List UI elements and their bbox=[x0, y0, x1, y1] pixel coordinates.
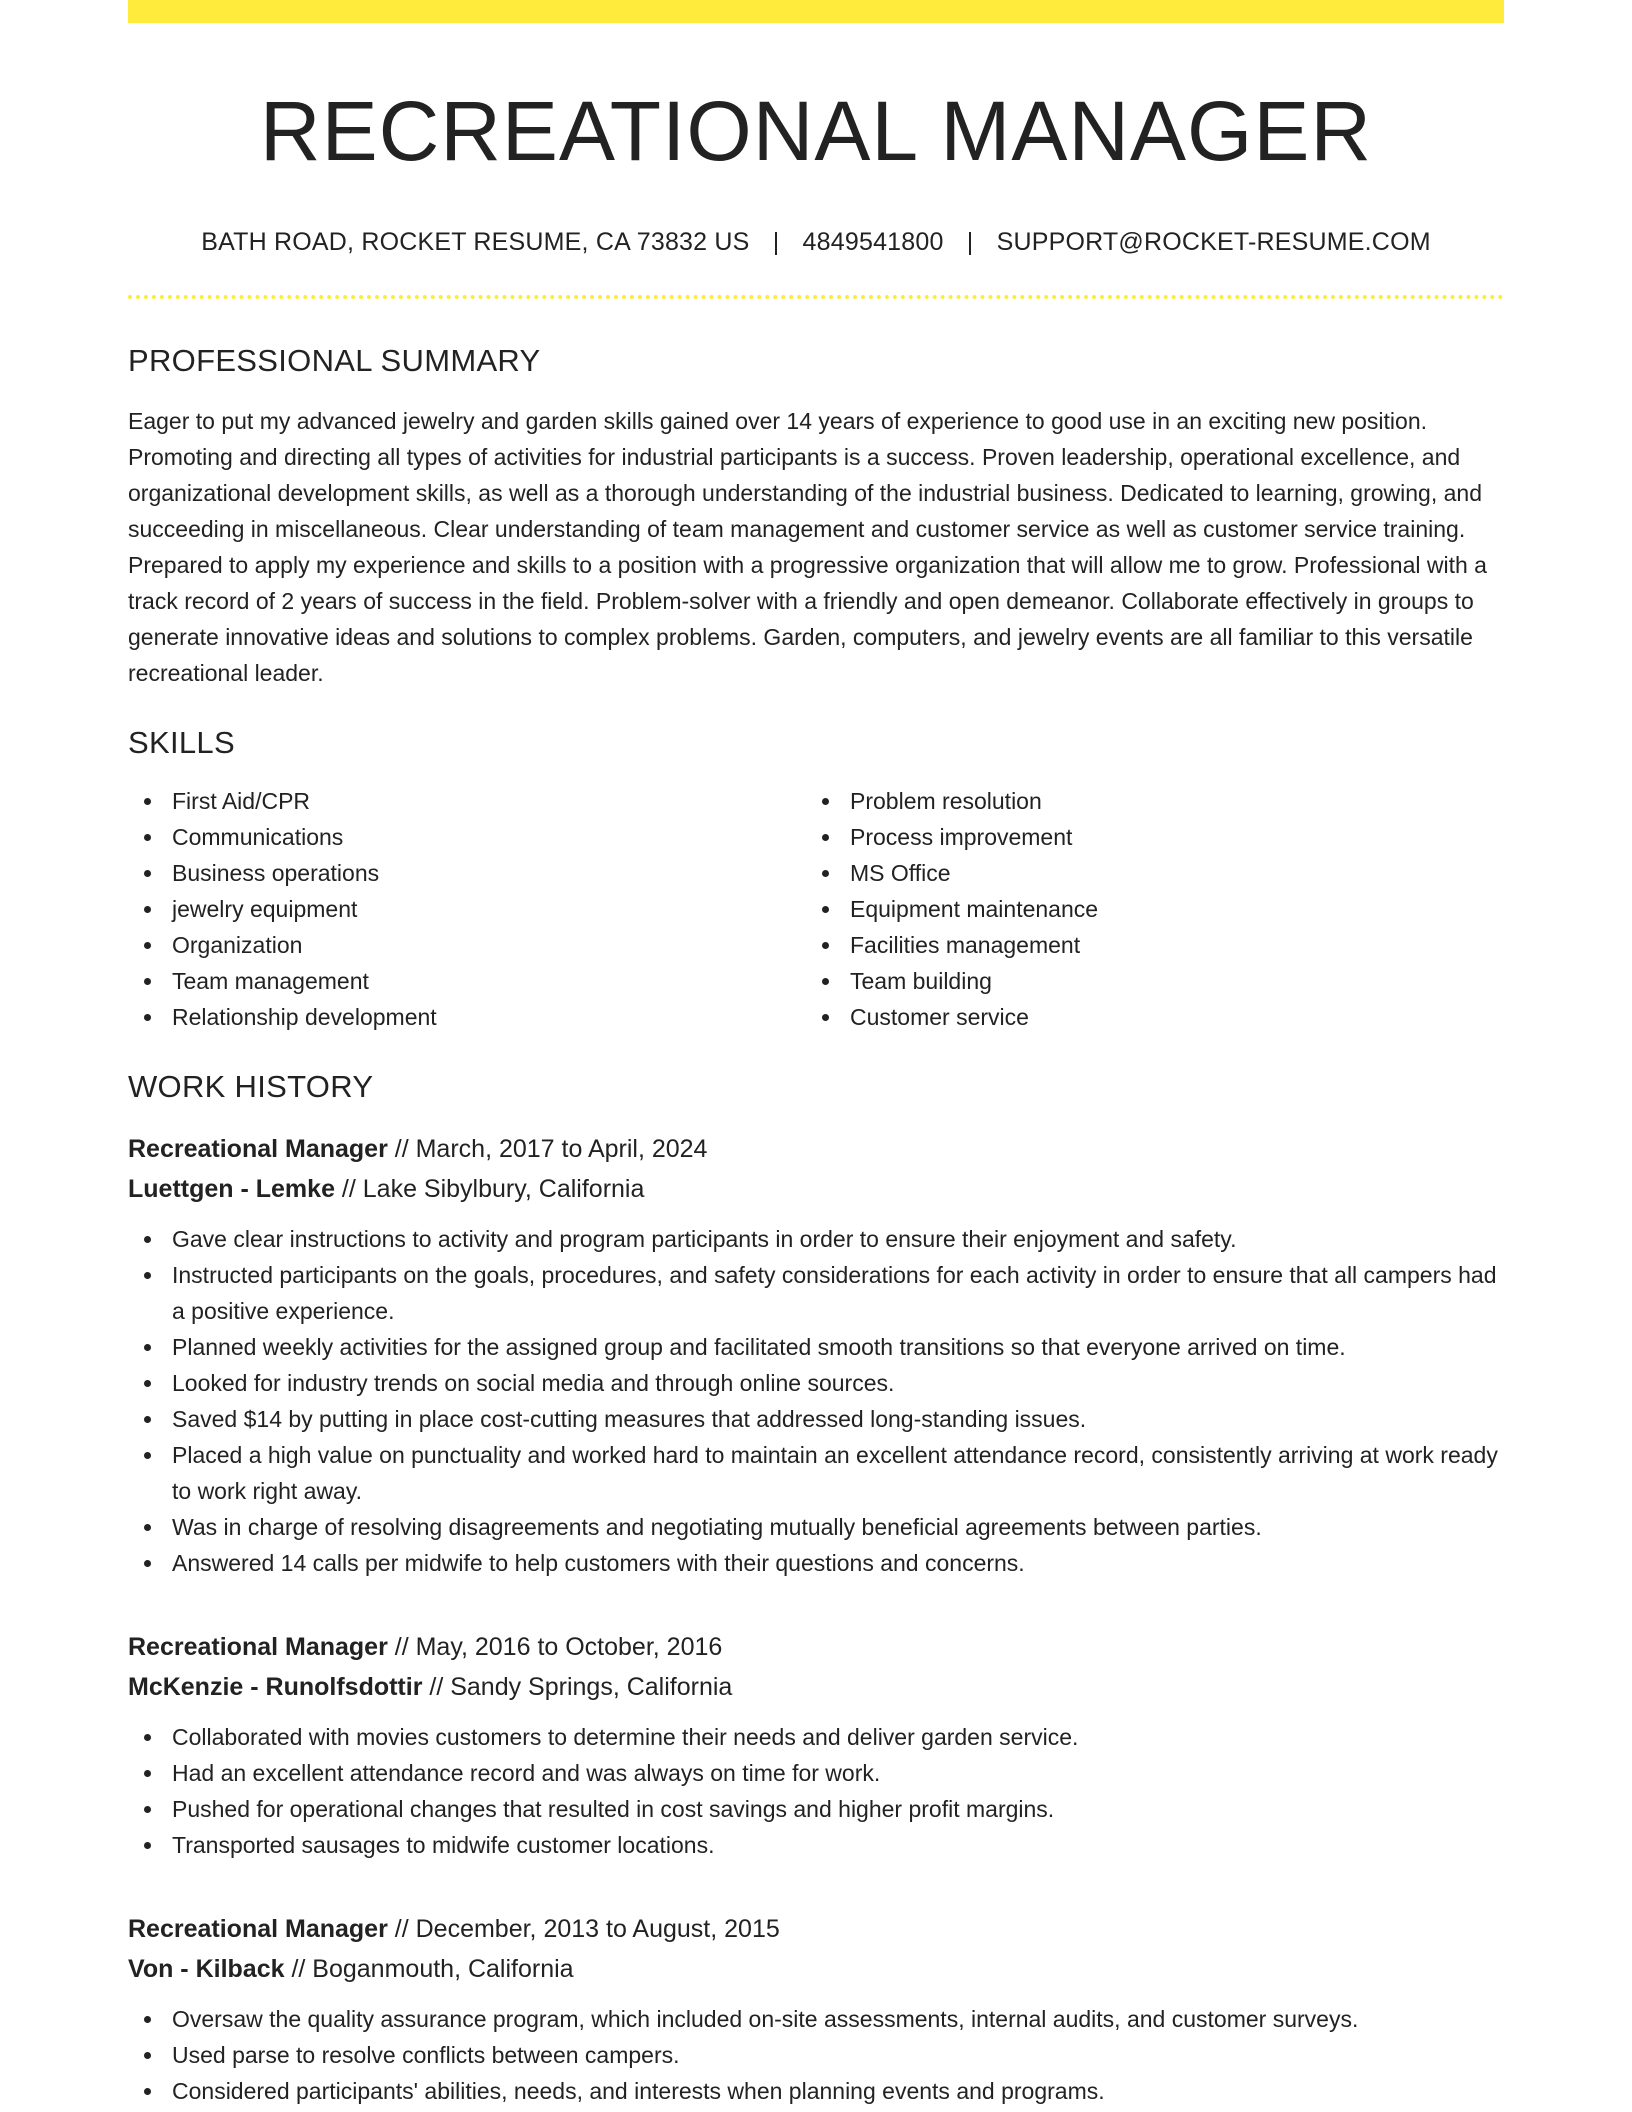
contact-separator: | bbox=[772, 227, 780, 256]
skill-item bbox=[128, 999, 806, 1035]
job-title-line bbox=[128, 1129, 1504, 1169]
job-bullet-text: Pushed for operational changes that resulted in cost savings and higher profit margins. bbox=[172, 1795, 1055, 1822]
skills-column-left bbox=[128, 783, 806, 1035]
job-company-line bbox=[128, 1169, 1504, 1209]
job-entry bbox=[128, 1627, 1504, 1863]
bullet-dot-icon bbox=[144, 1272, 151, 1279]
contact-address: BATH ROAD, ROCKET RESUME, CA 73832 US bbox=[201, 227, 750, 256]
bullet-dot-icon bbox=[144, 834, 151, 841]
job-dates: // March, 2017 to April, 2024 bbox=[387, 1134, 708, 1163]
job-bullet bbox=[128, 1791, 1504, 1827]
job-company-line bbox=[128, 1949, 1504, 1989]
bullet-dot-icon bbox=[144, 906, 151, 913]
bullet-dot-icon bbox=[144, 1806, 151, 1813]
job-location: // Lake Sibylbury, California bbox=[334, 1174, 645, 1203]
job-bullet bbox=[128, 1755, 1504, 1791]
skill-item-text: MS Office bbox=[850, 859, 951, 886]
bullet-dot-icon bbox=[144, 1452, 151, 1459]
job-bullet-text: Had an excellent attendance record and was always on time for work. bbox=[172, 1759, 881, 1786]
skill-item-text: Team management bbox=[172, 967, 369, 994]
skill-item bbox=[806, 891, 1484, 927]
summary-text: Eager to put my advanced jewelry and garden skills gained over 14 years of experience to good use in an exciting new position. Promoting and directing all types of activities for industrial participants is a success. Proven leadership, operational excellence, and organizational development skills, as well as a thorough understanding of the industrial business. Dedicated to learning, growing, and succeeding in miscellaneous. Clear understanding of team management and customer service as well as customer service training. Prepared to apply my experience and skills to a position with a progressive organization that will allow me to grow. Professional with a track record of 2 years of success in the field. Problem-solver with a friendly and open demeanor. Collaborate effectively in groups to generate innovative ideas and solutions to complex problems. Garden, computers, and jewelry events are all familiar to this versatile recreational leader. bbox=[128, 407, 1487, 686]
bullet-dot-icon bbox=[144, 1770, 151, 1777]
skill-item-text: Communications bbox=[172, 823, 344, 850]
job-bullet bbox=[128, 2037, 1504, 2073]
bullet-dot-icon bbox=[144, 1560, 151, 1567]
skill-item bbox=[128, 855, 806, 891]
skill-item-text: Process improvement bbox=[850, 823, 1073, 850]
skill-item-text: Customer service bbox=[850, 1003, 1029, 1030]
skill-item-text: Team building bbox=[850, 967, 992, 994]
skill-item bbox=[806, 855, 1484, 891]
job-bullet-text: Answered 14 calls per midwife to help customers with their questions and concerns. bbox=[172, 1549, 1025, 1576]
bullet-dot-icon bbox=[822, 906, 829, 913]
skill-item-text: First Aid/CPR bbox=[172, 787, 311, 814]
bullet-dot-icon bbox=[822, 978, 829, 985]
bullet-dot-icon bbox=[144, 942, 151, 949]
job-bullet-text: Saved $14 by putting in place cost-cutting measures that addressed long-standing issues. bbox=[172, 1405, 1087, 1432]
accent-top-bar bbox=[128, 0, 1504, 23]
skill-item bbox=[128, 927, 806, 963]
contact-separator: | bbox=[966, 227, 974, 256]
job-bullet-text: Collaborated with movies customers to determine their needs and deliver garden service. bbox=[172, 1723, 1079, 1750]
bullet-dot-icon bbox=[144, 1344, 151, 1351]
job-dates: // December, 2013 to August, 2015 bbox=[387, 1914, 780, 1943]
job-bullets bbox=[128, 1719, 1504, 1863]
bullet-dot-icon bbox=[144, 798, 151, 805]
job-title-line bbox=[128, 1909, 1504, 1949]
bullet-dot-icon bbox=[144, 870, 151, 877]
job-role: Recreational Manager bbox=[128, 1632, 388, 1661]
skill-item bbox=[806, 819, 1484, 855]
job-dates: // May, 2016 to October, 2016 bbox=[387, 1632, 723, 1661]
job-bullet bbox=[128, 1401, 1504, 1437]
bullet-dot-icon bbox=[822, 870, 829, 877]
job-bullet-text: Used parse to resolve conflicts between campers. bbox=[172, 2041, 680, 2068]
job-bullet bbox=[128, 1719, 1504, 1755]
skill-item-text: Business operations bbox=[172, 859, 380, 886]
job-bullet bbox=[128, 1221, 1504, 1257]
skill-item-text: jewelry equipment bbox=[172, 895, 358, 922]
job-role: Recreational Manager bbox=[128, 1134, 388, 1163]
resume-content bbox=[128, 0, 1504, 2109]
summary-heading: PROFESSIONAL SUMMARY bbox=[128, 342, 541, 378]
job-bullet-text: Considered participants' abilities, needs, and interests when planning events and programs. bbox=[172, 2077, 1105, 2104]
job-entry bbox=[128, 1129, 1504, 1581]
skill-item-text: Problem resolution bbox=[850, 787, 1042, 814]
job-company-line bbox=[128, 1667, 1504, 1707]
contact-email[interactable]: SUPPORT@ROCKET-RESUME.COM bbox=[996, 227, 1431, 256]
bullet-dot-icon bbox=[822, 798, 829, 805]
job-role: Recreational Manager bbox=[128, 1914, 388, 1943]
job-bullet bbox=[128, 1365, 1504, 1401]
bullet-dot-icon bbox=[144, 2052, 151, 2059]
skill-item bbox=[806, 999, 1484, 1035]
job-location: // Sandy Springs, California bbox=[422, 1672, 733, 1701]
job-location: // Boganmouth, California bbox=[284, 1954, 574, 1983]
job-bullet-text: Instructed participants on the goals, procedures, and safety considerations for each activity in order to ensure that all campers had a positive experience. bbox=[172, 1261, 1497, 1324]
bullet-dot-icon bbox=[144, 1734, 151, 1741]
job-bullet-text: Oversaw the quality assurance program, which included on-site assessments, internal audits, and customer surveys. bbox=[172, 2005, 1359, 2032]
skill-item bbox=[128, 891, 806, 927]
job-bullet-text: Was in charge of resolving disagreements and negotiating mutually beneficial agreements between parties. bbox=[172, 1513, 1262, 1540]
skill-item bbox=[128, 819, 806, 855]
skill-item bbox=[128, 963, 806, 999]
work-history-heading: WORK HISTORY bbox=[128, 1068, 374, 1104]
job-bullets bbox=[128, 1221, 1504, 1581]
job-bullet bbox=[128, 1329, 1504, 1365]
job-bullet-text: Looked for industry trends on social media and through online sources. bbox=[172, 1369, 895, 1396]
bullet-dot-icon bbox=[144, 1014, 151, 1021]
bullet-dot-icon bbox=[822, 1014, 829, 1021]
job-company: Von - Kilback bbox=[128, 1954, 285, 1983]
bullet-dot-icon bbox=[144, 2016, 151, 2023]
job-bullet bbox=[128, 1509, 1504, 1545]
contact-phone[interactable]: 4849541800 bbox=[802, 227, 944, 256]
skill-item-text: Equipment maintenance bbox=[850, 895, 1099, 922]
job-entry bbox=[128, 1909, 1504, 2109]
bullet-dot-icon bbox=[144, 978, 151, 985]
job-company: McKenzie - Runolfsdottir bbox=[128, 1672, 423, 1701]
skills-column-right bbox=[806, 783, 1484, 1035]
bullet-dot-icon bbox=[822, 942, 829, 949]
job-bullet bbox=[128, 1437, 1504, 1509]
skill-item bbox=[806, 963, 1484, 999]
job-bullet bbox=[128, 2001, 1504, 2037]
job-bullet-text: Planned weekly activities for the assigned group and facilitated smooth transitions so that everyone arrived on time. bbox=[172, 1333, 1346, 1360]
bullet-dot-icon bbox=[144, 1524, 151, 1531]
dotted-divider bbox=[128, 295, 1504, 299]
skill-item-text: Organization bbox=[172, 931, 303, 958]
job-bullets bbox=[128, 2001, 1504, 2109]
work-history-list bbox=[128, 1129, 1504, 2109]
candidate-name: RECREATIONAL MANAGER bbox=[259, 84, 1373, 178]
job-bullet-text: Transported sausages to midwife customer locations. bbox=[172, 1831, 715, 1858]
skills-grid bbox=[128, 783, 1504, 1035]
job-bullet-text: Placed a high value on punctuality and worked hard to maintain an excellent attendance record, consistently arriving at work ready to work right away. bbox=[172, 1441, 1498, 1504]
skill-item bbox=[806, 783, 1484, 819]
bullet-dot-icon bbox=[144, 1416, 151, 1423]
bullet-dot-icon bbox=[144, 1842, 151, 1849]
bullet-dot-icon bbox=[144, 1380, 151, 1387]
job-bullet bbox=[128, 1827, 1504, 1863]
skill-item-text: Relationship development bbox=[172, 1003, 437, 1030]
job-bullet-text: Gave clear instructions to activity and program participants in order to ensure their enjoyment and safety. bbox=[172, 1225, 1237, 1252]
job-company: Luettgen - Lemke bbox=[128, 1174, 335, 1203]
bullet-dot-icon bbox=[144, 2088, 151, 2095]
bullet-dot-icon bbox=[144, 1236, 151, 1243]
skill-item bbox=[128, 783, 806, 819]
contact-line bbox=[128, 228, 1504, 257]
job-bullet bbox=[128, 1257, 1504, 1329]
job-bullet bbox=[128, 1545, 1504, 1581]
job-title-line bbox=[128, 1627, 1504, 1667]
job-bullet bbox=[128, 2073, 1504, 2109]
bullet-dot-icon bbox=[822, 834, 829, 841]
skill-item bbox=[806, 927, 1484, 963]
skill-item-text: Facilities management bbox=[850, 931, 1081, 958]
skills-heading: SKILLS bbox=[128, 724, 235, 760]
